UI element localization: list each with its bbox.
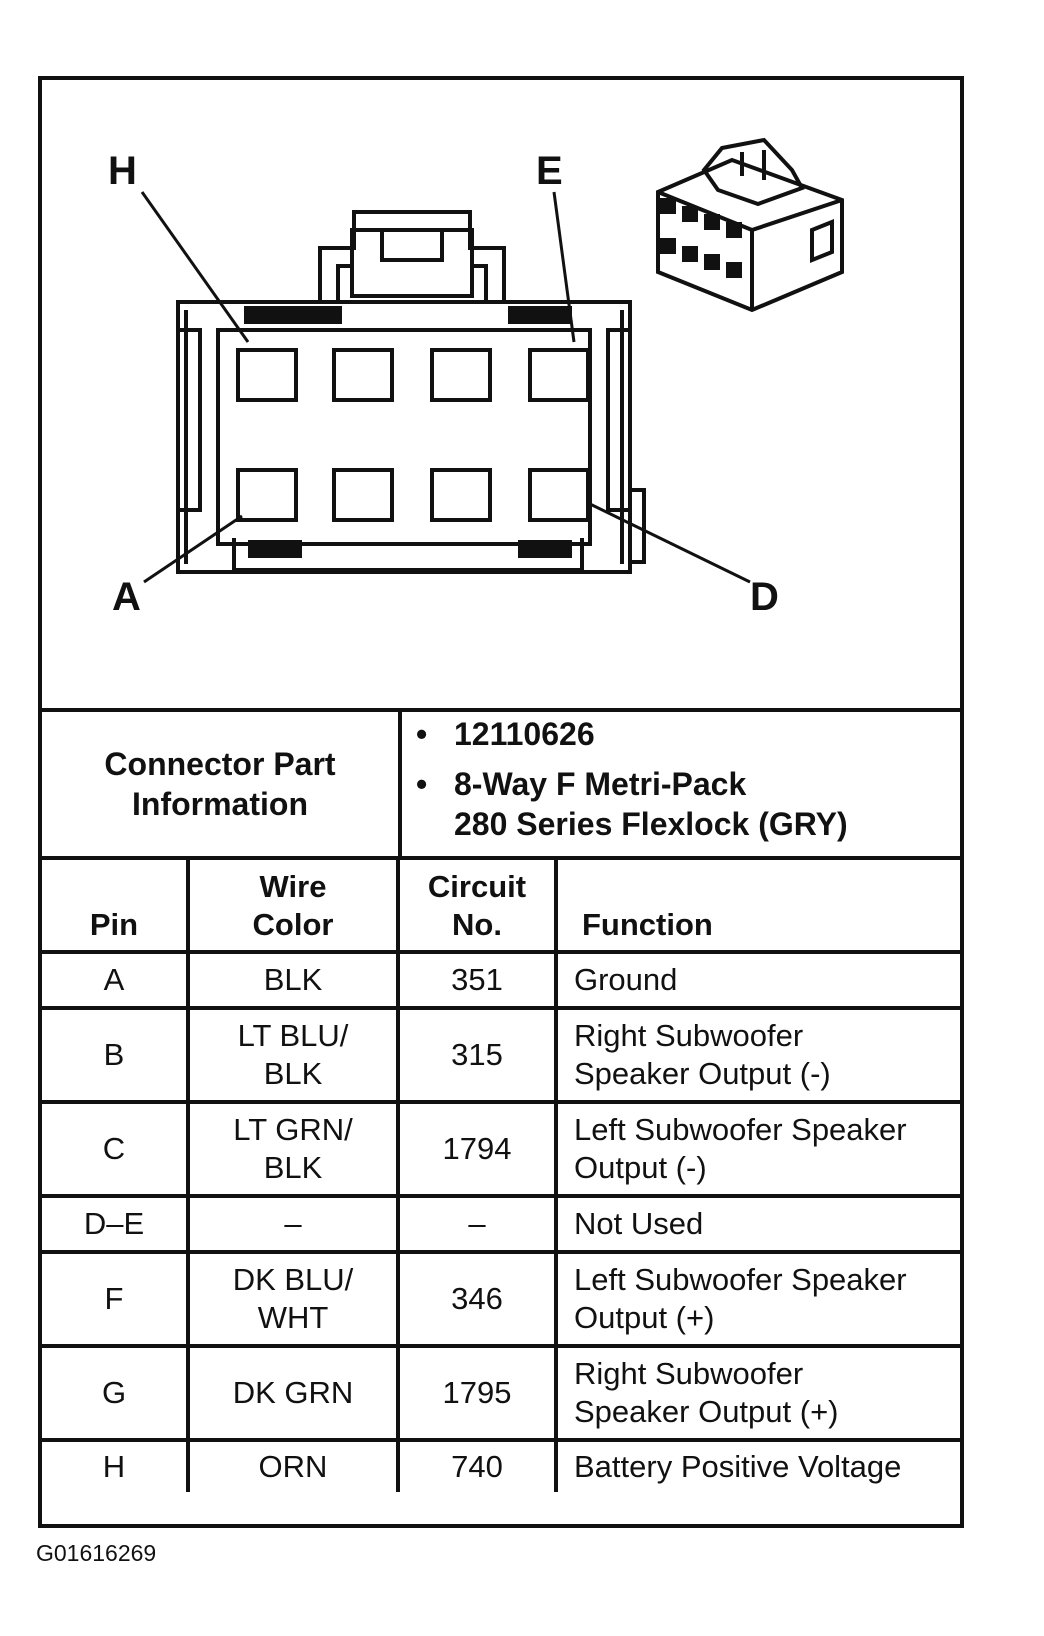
- header-wire-color: Wire Color: [188, 858, 398, 952]
- header-circuit-no: Circuit No.: [398, 858, 556, 952]
- pin-cell: C: [42, 1102, 188, 1196]
- wire-color-cell: LT GRN/ BLK: [188, 1102, 398, 1196]
- top-latch: [320, 212, 504, 302]
- cavity-d: [530, 470, 588, 520]
- wire-color-cell: –: [188, 1196, 398, 1252]
- connector-description-item: [416, 764, 848, 844]
- cavity-e: [530, 350, 588, 400]
- cavity-h: [238, 350, 296, 400]
- cavity-c: [432, 470, 490, 520]
- function-cell: Not Used: [556, 1196, 960, 1252]
- cavity-g: [334, 350, 392, 400]
- table-row: [42, 1252, 960, 1346]
- circuit-cell: 1795: [398, 1346, 556, 1440]
- connector-isometric-view: [658, 140, 842, 310]
- table-row: [42, 1440, 960, 1492]
- terminal-cavity-frame: [218, 330, 590, 544]
- bullet-icon: •: [416, 716, 428, 752]
- table-row: [42, 952, 960, 1008]
- connector-description-line1: 8-Way F Metri-Pack: [454, 766, 747, 802]
- part-number-item: [416, 714, 595, 754]
- wire-color-cell: DK GRN: [188, 1346, 398, 1440]
- circuit-cell: –: [398, 1196, 556, 1252]
- wire-color-cell: LT BLU/ BLK: [188, 1008, 398, 1102]
- pin-cell: H: [42, 1440, 188, 1492]
- wire-color-cell: DK BLU/ WHT: [188, 1252, 398, 1346]
- cavity-a: [238, 470, 296, 520]
- header-function: Function: [556, 858, 960, 952]
- circuit-cell: 315: [398, 1008, 556, 1102]
- part-info-label-line2: Information: [132, 786, 308, 822]
- right-lock-tab: [608, 330, 630, 510]
- connector-part-info-label: [42, 712, 402, 856]
- table-row: [42, 1346, 960, 1440]
- circuit-cell: 351: [398, 952, 556, 1008]
- pin-cell: B: [42, 1008, 188, 1102]
- connector-face-diagram: [42, 80, 960, 708]
- pin-label-d: D: [750, 575, 779, 619]
- connector-part-info-values: [402, 712, 960, 856]
- connector-description-line2: 280 Series Flexlock (GRY): [454, 806, 848, 842]
- connector-housing: [178, 302, 630, 572]
- table-row: [42, 1008, 960, 1102]
- cavity-b: [334, 470, 392, 520]
- pin-label-h: H: [108, 149, 137, 193]
- pin-cell: F: [42, 1252, 188, 1346]
- left-lock-tab: [178, 330, 200, 510]
- circuit-cell: 740: [398, 1440, 556, 1492]
- part-number: 12110626: [454, 716, 595, 752]
- wire-color-cell: BLK: [188, 952, 398, 1008]
- function-cell: Right Subwoofer Speaker Output (-): [556, 1008, 960, 1102]
- function-cell: Left Subwoofer Speaker Output (+): [556, 1252, 960, 1346]
- wire-color-cell: ORN: [188, 1440, 398, 1492]
- function-cell: Left Subwoofer Speaker Output (-): [556, 1102, 960, 1196]
- cavity-f: [432, 350, 490, 400]
- connector-sheet: [38, 76, 964, 1528]
- pin-label-e: E: [536, 149, 563, 193]
- circuit-cell: 346: [398, 1252, 556, 1346]
- pin-cell: D–E: [42, 1196, 188, 1252]
- pin-cell: A: [42, 952, 188, 1008]
- pin-function-table: [42, 856, 960, 1492]
- function-cell: Battery Positive Voltage: [556, 1440, 960, 1492]
- pin-label-a: A: [112, 575, 141, 619]
- figure-id: G01616269: [36, 1540, 157, 1566]
- pin-cell: G: [42, 1346, 188, 1440]
- header-pin: Pin: [42, 858, 188, 952]
- function-cell: Ground: [556, 952, 960, 1008]
- circuit-cell: 1794: [398, 1102, 556, 1196]
- leader-line-h: [142, 192, 248, 342]
- part-info-label-line1: Connector Part: [104, 746, 336, 782]
- connector-part-info: [42, 708, 960, 856]
- bullet-icon: •: [416, 766, 428, 802]
- table-header-row: [42, 858, 960, 952]
- function-cell: Right Subwoofer Speaker Output (+): [556, 1346, 960, 1440]
- table-row: [42, 1196, 960, 1252]
- table-row: [42, 1102, 960, 1196]
